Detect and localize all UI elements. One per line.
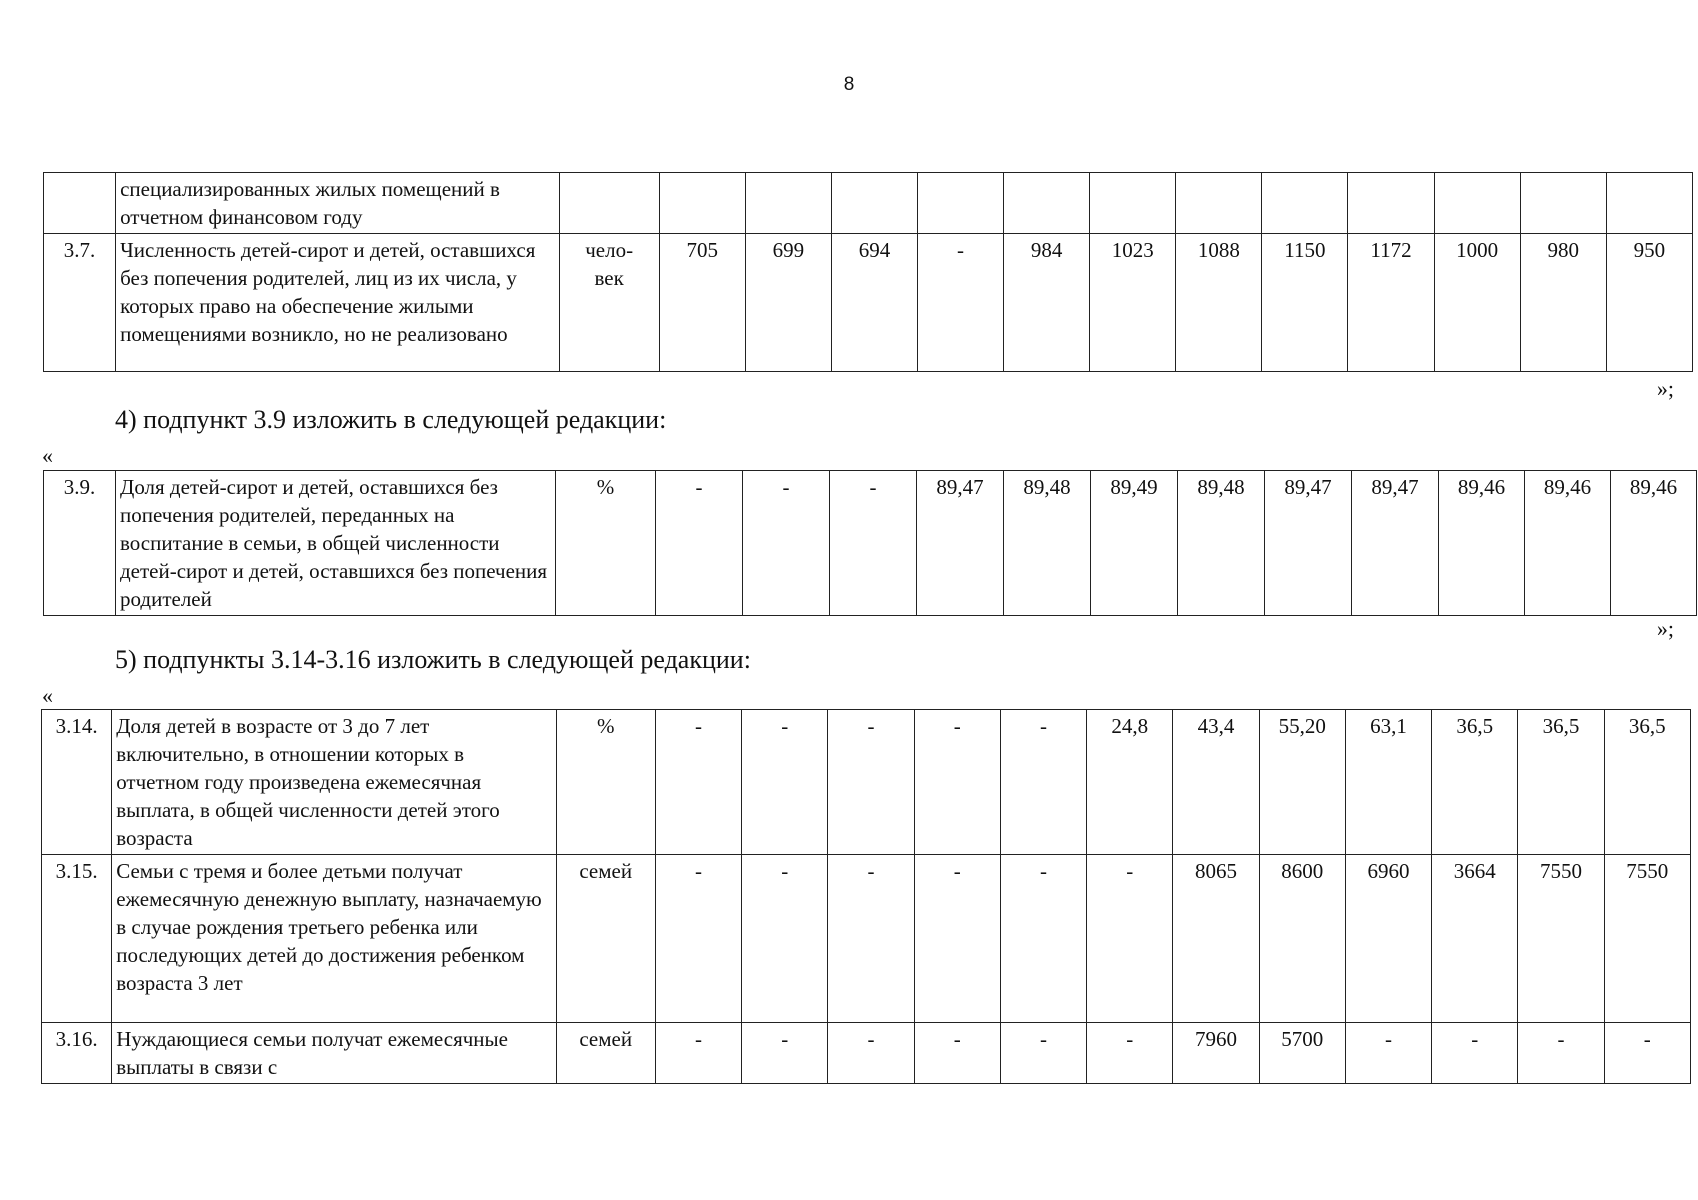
value-cell: - (914, 710, 1000, 855)
value-cell: - (742, 855, 828, 1023)
row-number-cell: 3.15. (42, 855, 112, 1023)
value-cell: 694 (831, 234, 917, 372)
row-number-cell: 3.14. (42, 710, 112, 855)
value-cell: 43,4 (1173, 710, 1259, 855)
value-cell: 1150 (1262, 234, 1348, 372)
value-cell: - (1000, 1023, 1086, 1084)
value-cell: 89,49 (1091, 471, 1178, 616)
value-cell: 89,47 (1265, 471, 1352, 616)
value-cell: - (1000, 710, 1086, 855)
value-cell (1348, 173, 1434, 234)
unit-cell: % (556, 710, 655, 855)
closing-quote: »; (1656, 376, 1674, 401)
value-cell: 3664 (1432, 855, 1518, 1023)
value-cell: - (828, 710, 914, 855)
opening-quote: « (42, 443, 53, 468)
value-cell: 7550 (1518, 855, 1604, 1023)
value-cell: - (743, 471, 830, 616)
value-cell: - (828, 855, 914, 1023)
value-cell: 8600 (1259, 855, 1345, 1023)
closing-quote: »; (1656, 616, 1674, 641)
value-cell: 1023 (1090, 234, 1176, 372)
value-cell: - (655, 855, 741, 1023)
table-row (42, 710, 1691, 855)
value-cell (1262, 173, 1348, 234)
value-cell: - (914, 855, 1000, 1023)
value-cell: - (1604, 1023, 1690, 1084)
section-heading-4: 4) подпункт 3.9 изложить в следующей редакции: (115, 405, 667, 434)
unit-cell: семей (556, 855, 655, 1023)
value-cell (1090, 173, 1176, 234)
row-number-cell: 3.7. (44, 234, 116, 372)
value-cell: - (742, 710, 828, 855)
value-cell: - (830, 471, 917, 616)
value-cell: 89,48 (1178, 471, 1265, 616)
value-cell: 36,5 (1518, 710, 1604, 855)
value-cell: 950 (1606, 234, 1692, 372)
value-cell: - (1087, 1023, 1173, 1084)
indicators-table-3-7 (43, 172, 1693, 372)
indicators-table-3-14-3-16 (41, 709, 1691, 1084)
table-row (44, 471, 1697, 616)
value-cell: 1172 (1348, 234, 1434, 372)
value-cell: 89,46 (1439, 471, 1525, 616)
value-cell: 980 (1520, 234, 1606, 372)
value-cell (659, 173, 745, 234)
value-cell: - (1345, 1023, 1431, 1084)
table-row (44, 173, 1693, 234)
value-cell: - (1000, 855, 1086, 1023)
indicator-name-cell: Доля детей в возрасте от 3 до 7 лет включительно, в отношении которых в отчетном году произведена ежемесячная выплата, в общей численности детей этого возраста (112, 710, 556, 855)
unit-cell: чело- век (559, 234, 659, 372)
value-cell (831, 173, 917, 234)
opening-quote: « (42, 683, 53, 708)
value-cell: - (1087, 855, 1173, 1023)
value-cell (745, 173, 831, 234)
indicators-table-3-9 (43, 470, 1697, 616)
table-row (44, 234, 1693, 372)
value-cell: 699 (745, 234, 831, 372)
row-number-cell (44, 173, 116, 234)
value-cell: - (914, 1023, 1000, 1084)
indicator-name-cell: Семьи с тремя и более детьми получат ежемесячную денежную выплату, назначаемую в случае рождения третьего ребенка или последующих детей до достижения ребенком возраста 3 лет (112, 855, 556, 1023)
value-cell: 89,47 (1352, 471, 1439, 616)
value-cell (918, 173, 1004, 234)
row-number-cell: 3.9. (44, 471, 116, 616)
value-cell: 984 (1004, 234, 1090, 372)
value-cell: 1088 (1176, 234, 1262, 372)
value-cell: 24,8 (1087, 710, 1173, 855)
value-cell: 89,48 (1004, 471, 1091, 616)
value-cell (1176, 173, 1262, 234)
value-cell: 89,46 (1525, 471, 1611, 616)
unit-cell (559, 173, 659, 234)
value-cell: 89,46 (1611, 471, 1697, 616)
table-row (42, 1023, 1691, 1084)
value-cell: - (655, 710, 741, 855)
value-cell: 705 (659, 234, 745, 372)
value-cell (1004, 173, 1090, 234)
value-cell: 1000 (1434, 234, 1520, 372)
value-cell: 7550 (1604, 855, 1690, 1023)
row-number-cell: 3.16. (42, 1023, 112, 1084)
value-cell: 63,1 (1345, 710, 1431, 855)
value-cell: - (1432, 1023, 1518, 1084)
value-cell: 8065 (1173, 855, 1259, 1023)
indicator-name-cell: Нуждающиеся семьи получат ежемесячные выплаты в связи с (112, 1023, 556, 1084)
value-cell (1520, 173, 1606, 234)
value-cell: - (656, 471, 743, 616)
value-cell: - (1518, 1023, 1604, 1084)
value-cell: - (918, 234, 1004, 372)
value-cell: - (742, 1023, 828, 1084)
value-cell (1434, 173, 1520, 234)
value-cell: 36,5 (1432, 710, 1518, 855)
value-cell: 6960 (1345, 855, 1431, 1023)
indicator-name-cell: Доля детей-сирот и детей, оставшихся без попечения родителей, переданных на воспитание в семьи, в общей численности детей-сирот и детей, оставшихся без попечения родителей (116, 471, 556, 616)
unit-cell: семей (556, 1023, 655, 1084)
indicator-name-cell: Численность детей-сирот и детей, оставшихся без попечения родителей, лиц из их числа, у которых право на обеспечение жилыми помещениями возникло, но не реализовано (116, 234, 560, 372)
table-row (42, 855, 1691, 1023)
value-cell: 5700 (1259, 1023, 1345, 1084)
value-cell: 36,5 (1604, 710, 1690, 855)
unit-cell: % (556, 471, 656, 616)
section-heading-5: 5) подпункты 3.14-3.16 изложить в следующей редакции: (115, 645, 751, 674)
value-cell: 7960 (1173, 1023, 1259, 1084)
value-cell: 89,47 (917, 471, 1004, 616)
indicator-name-cell: специализированных жилых помещений в отчетном финансовом году (116, 173, 560, 234)
value-cell (1606, 173, 1692, 234)
page-number: 8 (843, 74, 855, 95)
value-cell: - (828, 1023, 914, 1084)
value-cell: 55,20 (1259, 710, 1345, 855)
value-cell: - (655, 1023, 741, 1084)
